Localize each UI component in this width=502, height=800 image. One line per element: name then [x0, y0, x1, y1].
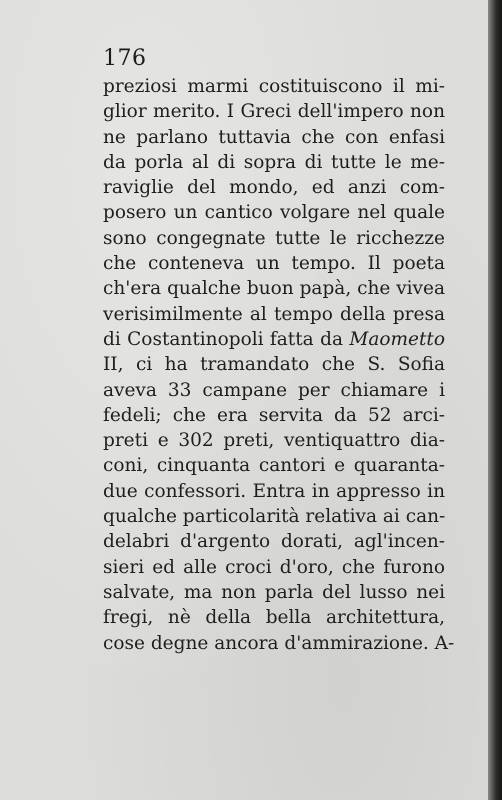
text-line: glior merito. I Greci dell'impero non: [103, 101, 445, 123]
italic-name: Maometto: [349, 328, 445, 350]
text-line: che conteneva un tempo. Il poeta: [103, 253, 445, 275]
text-line-with-italic: [103, 327, 445, 352]
text-line: raviglie del mondo, ed anzi com-: [103, 177, 445, 199]
text-line: fregi, nè della bella architettura,: [103, 607, 445, 629]
text-line: posero un cantico volgare nel quale: [103, 202, 445, 224]
text-line: cose degne ancora d'ammirazione. A-: [103, 632, 455, 654]
text-line: II, ci ha tramandato che S. Sofia: [103, 354, 445, 376]
text-line: fedeli; che era servita da 52 arci-: [103, 404, 445, 426]
text-line: ch'era qualche buon papà, che vivea: [103, 278, 445, 300]
text-line: verisimilmente al tempo della presa: [103, 303, 445, 325]
page-edge-shadow: [488, 0, 502, 800]
page-number: 176: [103, 46, 147, 71]
text-line: sono congegnate tutte le ricchezze: [103, 227, 445, 249]
text-segment: di Costantinopoli fatta da: [103, 328, 343, 350]
text-line: delabri d'argento dorati, agl'incen-: [103, 531, 445, 553]
text-line: preziosi marmi costituiscono il mi-: [103, 76, 445, 97]
body-text: [103, 74, 455, 656]
text-line: salvate, ma non parla del lusso nei: [103, 581, 445, 603]
text-line: coni, cinquanta cantori e quaranta-: [103, 455, 445, 477]
text-line: aveva 33 campane per chiamare i: [103, 379, 445, 401]
text-line: ne parlano tuttavia che con enfasi: [103, 126, 445, 148]
text-line: da porla al di sopra di tutte le me-: [103, 151, 445, 173]
text-line: sieri ed alle croci d'oro, che furono: [103, 556, 445, 578]
text-line: qualche particolarità relativa ai can-: [103, 506, 446, 528]
text-line: preti e 302 preti, ventiquattro dia-: [103, 430, 445, 452]
text-line: due confessori. Entra in appresso in: [103, 480, 445, 502]
